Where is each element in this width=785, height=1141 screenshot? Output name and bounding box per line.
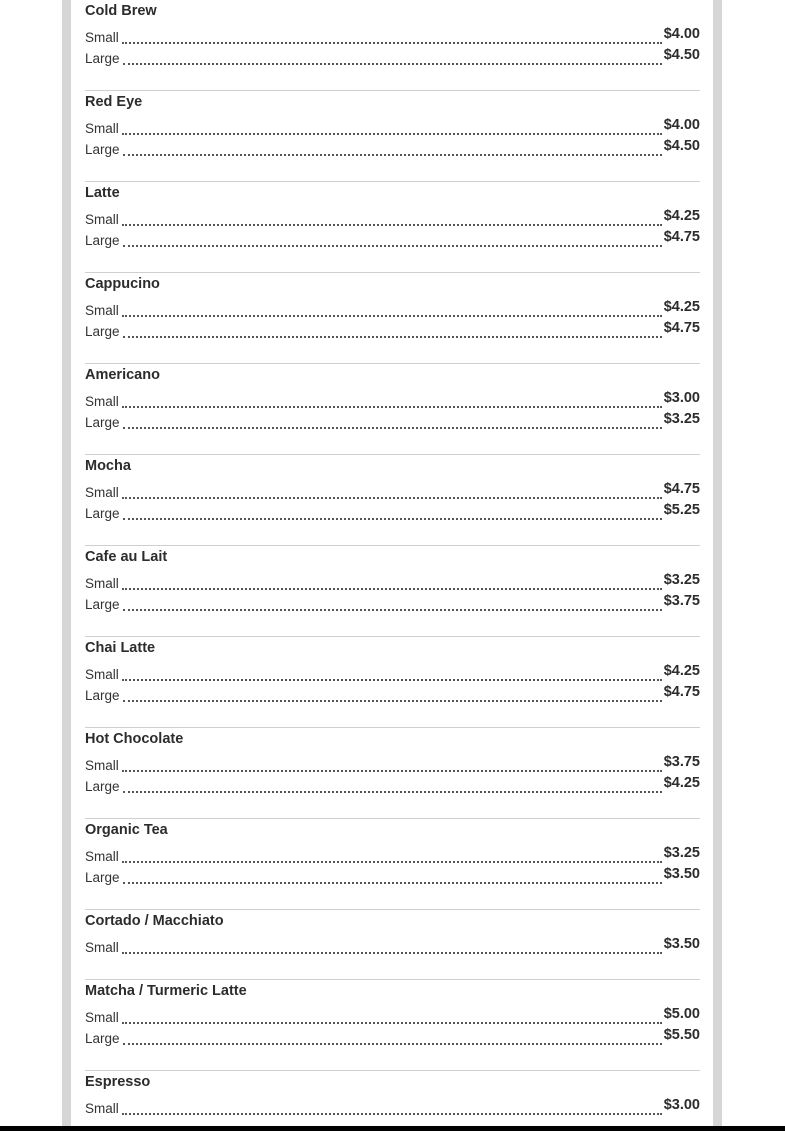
dot-leader [123,609,662,611]
size-row-small [85,1008,700,1026]
dot-leader [123,518,662,520]
menu-item-cafe-au-lait [85,546,700,637]
size-label: Large [85,779,120,794]
size-row-small [85,665,700,683]
item-name: Mocha [85,458,131,474]
item-name: Latte [85,185,120,201]
size-label: Large [85,324,120,339]
size-row-large [85,686,700,704]
size-row-large [85,504,700,522]
size-row-small [85,1099,700,1117]
size-label: Small [85,303,119,318]
item-name: Organic Tea [85,822,168,838]
dot-leader [122,588,662,590]
size-label: Small [85,940,119,955]
size-row-large [85,868,700,886]
size-row-large [85,322,700,340]
menu-item-chai-latte [85,637,700,728]
size-label: Large [85,1031,120,1046]
size-row-large [85,49,700,67]
size-label: Small [85,394,119,409]
dot-leader [123,700,662,702]
price: $4.00 [663,26,700,42]
size-row-large [85,1029,700,1047]
item-name: Cappucino [85,276,160,292]
size-label: Large [85,870,120,885]
menu-item-latte [85,182,700,273]
dot-leader [123,245,662,247]
price: $4.50 [663,138,700,154]
price: $3.25 [663,411,700,427]
dot-leader [122,1022,662,1024]
size-row-small [85,574,700,592]
price: $3.75 [663,754,700,770]
price: $5.00 [663,1006,700,1022]
price: $4.25 [663,775,700,791]
menu-item-cappucino [85,273,700,364]
size-row-small [85,119,700,137]
dot-leader [122,315,662,317]
size-row-small [85,301,700,319]
size-label: Large [85,506,120,521]
size-label: Small [85,667,119,682]
dot-leader [123,1043,662,1045]
item-name: Red Eye [85,94,143,110]
dot-leader [122,406,662,408]
price: $4.75 [663,684,700,700]
right-frame-border [713,0,722,1126]
size-row-small [85,210,700,228]
price: $3.00 [663,390,700,406]
size-label: Small [85,576,119,591]
price: $4.25 [663,208,700,224]
menu-item-cortado-macchiato [85,910,700,980]
drink-menu [85,0,700,1141]
size-label: Small [85,121,119,136]
dot-leader [122,861,662,863]
price: $3.50 [663,866,700,882]
price: $5.25 [663,502,700,518]
dot-leader [122,42,662,44]
size-label: Large [85,51,120,66]
left-frame-border [62,0,71,1126]
item-name: Matcha / Turmeric Latte [85,983,247,999]
price: $4.25 [663,663,700,679]
price: $3.50 [663,936,700,952]
menu-item-hot-chocolate [85,728,700,819]
menu-item-mocha [85,455,700,546]
price: $3.75 [663,593,700,609]
dot-leader [122,497,662,499]
item-name: Cortado / Macchiato [85,913,224,929]
dot-leader [123,882,662,884]
size-row-small [85,938,700,956]
price: $4.75 [663,320,700,336]
dot-leader [122,1113,662,1115]
menu-item-organic-tea [85,819,700,910]
item-name: Chai Latte [85,640,156,656]
menu-item-americano [85,364,700,455]
size-label: Small [85,485,119,500]
price: $3.00 [663,1097,700,1113]
price: $4.00 [663,117,700,133]
price: $3.25 [663,845,700,861]
size-row-large [85,777,700,795]
dot-leader [122,224,662,226]
size-label: Large [85,688,120,703]
price: $4.75 [663,229,700,245]
item-name: Cafe au Lait [85,549,168,565]
size-row-small [85,483,700,501]
size-row-small [85,28,700,46]
price: $3.25 [663,572,700,588]
size-label: Small [85,1101,119,1116]
size-label: Small [85,30,119,45]
size-row-large [85,231,700,249]
bottom-edge-bar [0,1126,785,1131]
size-row-large [85,140,700,158]
dot-leader [123,791,662,793]
size-row-small [85,392,700,410]
price: $5.50 [663,1027,700,1043]
menu-item-cold-brew [85,0,700,91]
price: $4.25 [663,299,700,315]
dot-leader [122,770,662,772]
size-label: Small [85,758,119,773]
dot-leader [122,133,662,135]
item-name: Americano [85,367,160,383]
dot-leader [123,63,662,65]
size-row-large [85,595,700,613]
dot-leader [122,952,662,954]
item-name: Cold Brew [85,3,157,19]
price: $4.50 [663,47,700,63]
dot-leader [123,336,662,338]
size-label: Small [85,212,119,227]
size-row-small [85,847,700,865]
size-label: Large [85,415,120,430]
size-label: Large [85,233,120,248]
dot-leader [123,154,662,156]
item-name: Espresso [85,1074,151,1090]
price: $4.75 [663,481,700,497]
size-label: Large [85,597,120,612]
size-label: Large [85,142,120,157]
dot-leader [122,679,662,681]
dot-leader [123,427,662,429]
item-name: Hot Chocolate [85,731,184,747]
size-label: Small [85,1010,119,1025]
size-label: Small [85,849,119,864]
size-row-large [85,413,700,431]
menu-item-red-eye [85,91,700,182]
size-row-small [85,756,700,774]
menu-item-matcha-turmeric-latte [85,980,700,1071]
